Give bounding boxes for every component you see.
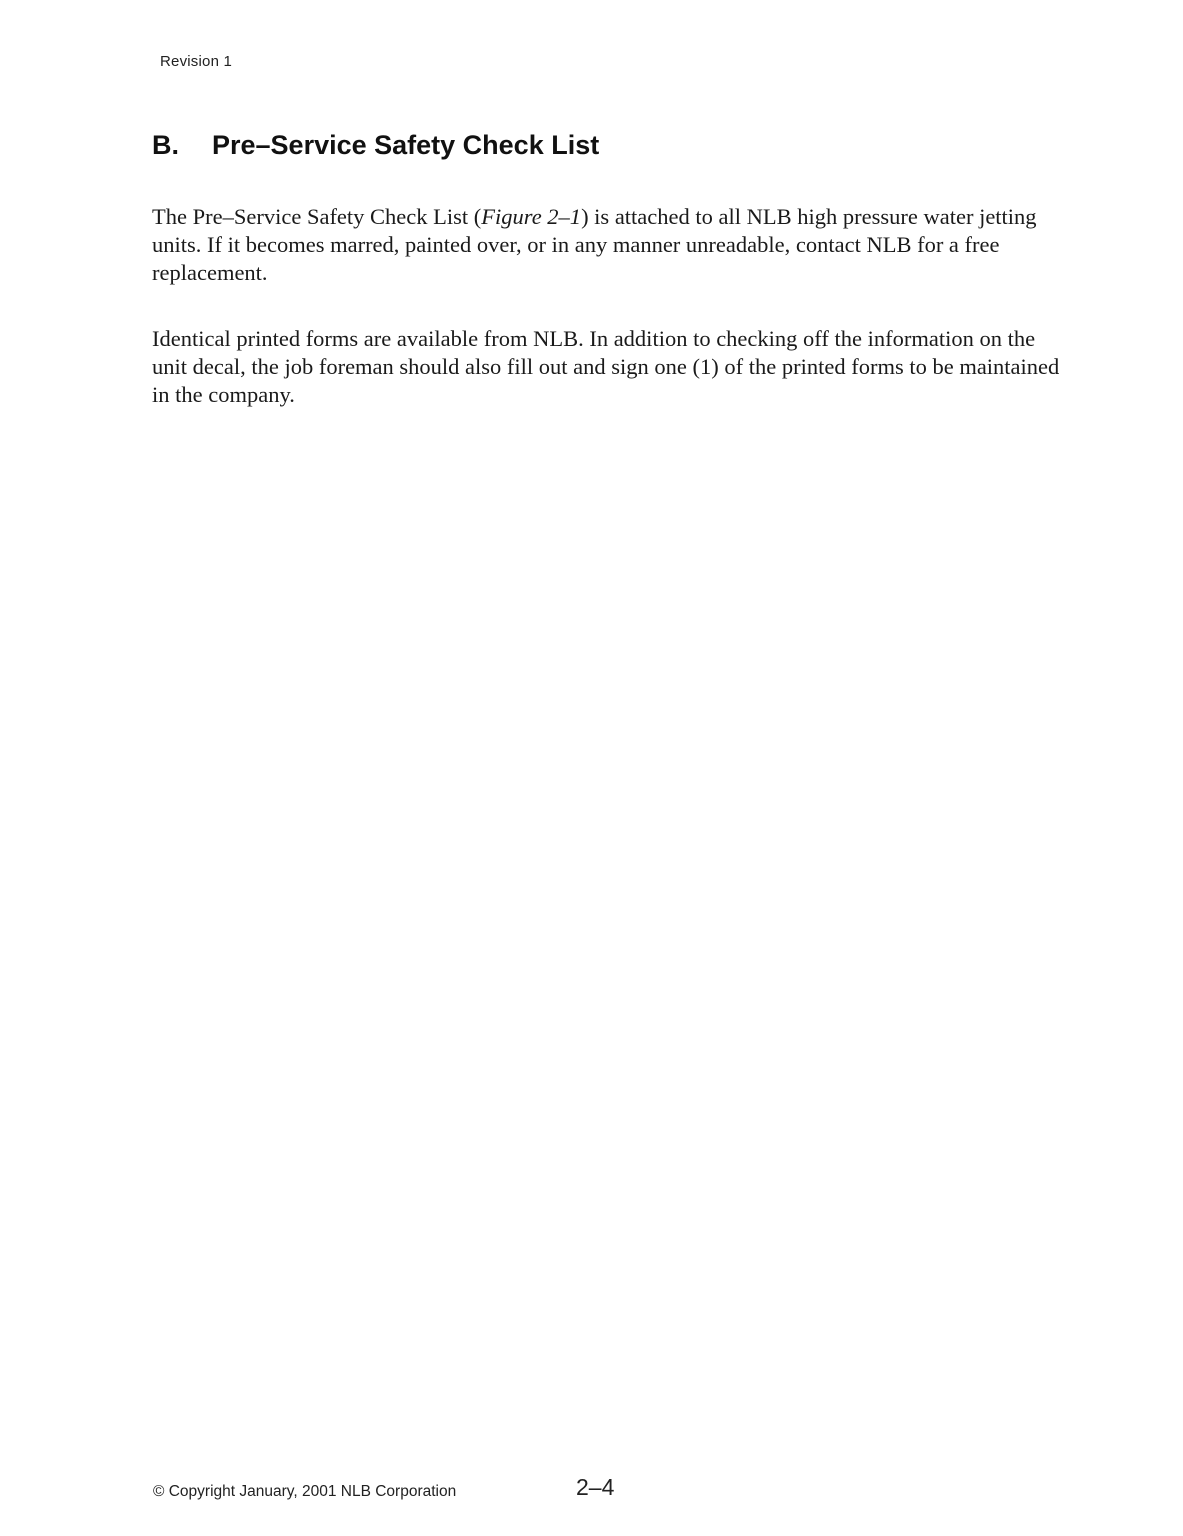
- paragraph-2: Identical printed forms are available from NLB. In addition to checking off the information on the unit decal, the job foreman should also fill out and sign one (1) of the printed forms to be maintained in the company.: [152, 326, 1060, 407]
- section-heading: [152, 130, 599, 161]
- footer-copyright: © Copyright January, 2001 NLB Corporation: [153, 1483, 457, 1500]
- figure-reference: Figure 2–1: [481, 204, 582, 229]
- page-number: 2–4: [576, 1474, 615, 1500]
- revision-label: Revision 1: [160, 53, 233, 70]
- paragraph-1-text-end: ) is attached to all NLB high pressure water jetting units. If it becomes marred, painted over, or in any manner unreadable, contact NLB for a free replacement.: [152, 204, 1037, 285]
- section-letter: B.: [152, 130, 179, 160]
- paragraph-1: [152, 203, 1067, 287]
- section-title: Pre–Service Safety Check List: [212, 130, 600, 160]
- paragraph-1-text-start: The Pre–Service Safety Check List (: [152, 204, 482, 229]
